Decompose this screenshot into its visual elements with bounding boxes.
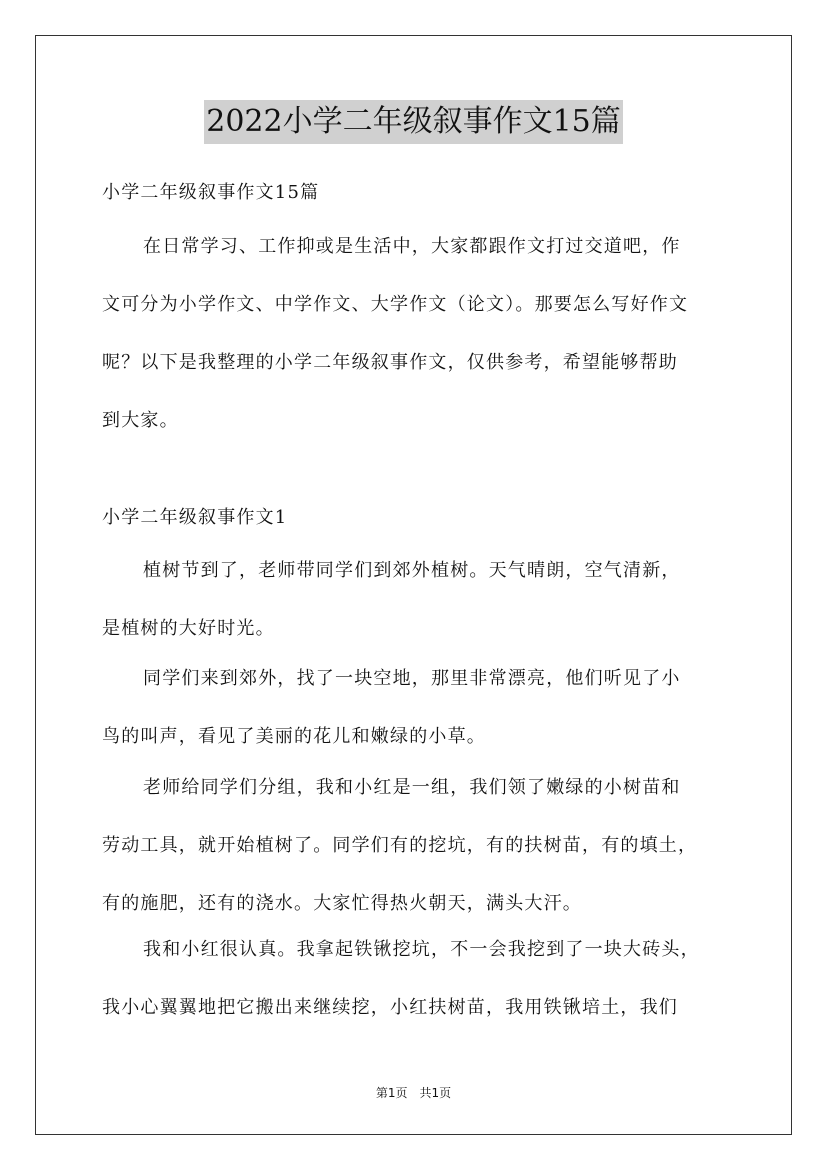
document-title: 2022小学二年级叙事作文15篇	[204, 100, 623, 144]
document-subtitle: 小学二年级叙事作文15篇	[102, 182, 320, 203]
paragraph-1	[102, 542, 742, 658]
paragraph-line: 劳动工具，就开始植树了。同学们有的挖坑，有的扶树苗，有的填土，	[102, 835, 698, 856]
paragraph-line: 同学们来到郊外，找了一块空地，那里非常漂亮，他们听见了小	[143, 668, 681, 689]
paragraph-line: 我和小红很认真。我拿起铁锹挖坑，不一会我挖到了一块大砖头，	[143, 939, 700, 960]
page-number: 第1页 共1页	[375, 1086, 452, 1100]
paragraph-line: 到大家。	[102, 410, 179, 431]
section-heading: 小学二年级叙事作文1	[102, 507, 288, 528]
paragraph-line: 植树节到了，老师带同学们到郊外植树。天气晴朗，空气清新，	[143, 560, 681, 581]
paragraph-line: 是植树的大好时光。	[102, 618, 275, 639]
paragraph-line: 呢？以下是我整理的小学二年级叙事作文，仅供参考，希望能够帮助	[102, 352, 678, 373]
paragraph-line: 文可分为小学作文、中学作文、大学作文（论文）。那要怎么写好作文	[102, 294, 689, 315]
paragraph-line: 有的施肥，还有的浇水。大家忙得热火朝天，满头大汗。	[102, 893, 582, 914]
title-container	[0, 100, 827, 144]
intro-paragraph	[102, 218, 742, 450]
paragraph-line: 鸟的叫声，看见了美丽的花儿和嫩绿的小草。	[102, 726, 486, 747]
paragraph-line: 我小心翼翼地把它搬出来继续挖，小红扶树苗，我用铁锹培土，我们	[102, 997, 678, 1018]
paragraph-2	[102, 650, 742, 766]
paragraph-3	[102, 759, 742, 933]
paragraph-line: 在日常学习、工作抑或是生活中，大家都跟作文打过交道吧，作	[143, 236, 681, 257]
paragraph-4	[102, 921, 742, 1037]
paragraph-line: 老师给同学们分组，我和小红是一组，我们领了嫩绿的小树苗和	[143, 777, 681, 798]
